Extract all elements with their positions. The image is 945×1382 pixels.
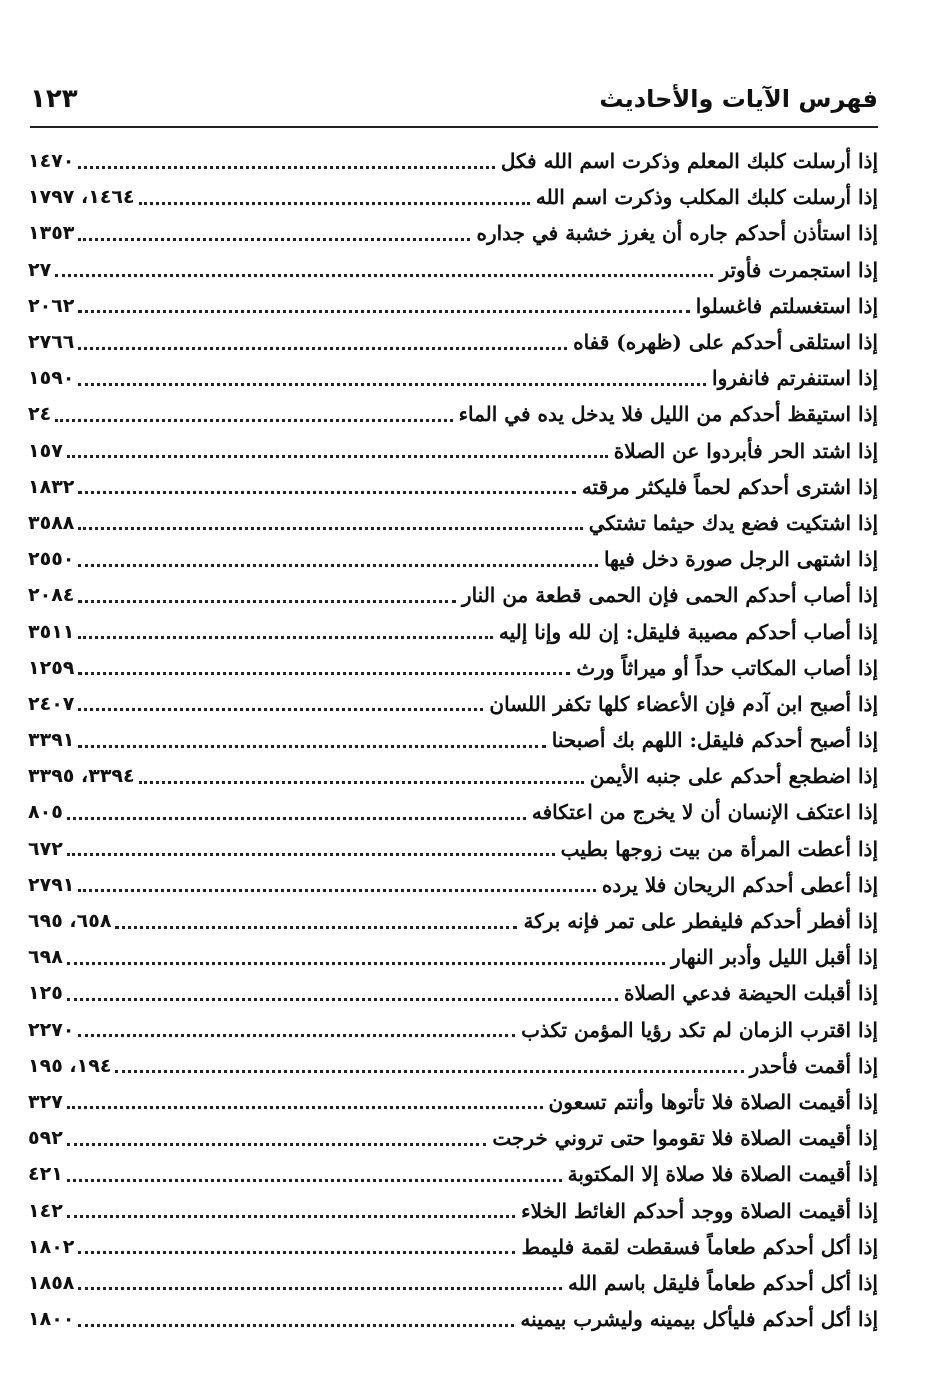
- dot-leader: [139, 781, 584, 784]
- dot-leader: [67, 455, 608, 458]
- entry-reference-numbers: ١٣٥٣: [28, 222, 75, 245]
- index-entry: [28, 1084, 878, 1120]
- entry-text: إذا أقبل الليل وأدبر النهار: [670, 945, 878, 970]
- index-entry: [28, 975, 878, 1011]
- entry-reference-numbers: ٢٧: [28, 258, 52, 281]
- entry-reference-numbers: ٣٣٩٤، ٣٣٩٥: [28, 765, 135, 788]
- entry-reference-numbers: ١٢٥٩: [28, 656, 75, 679]
- dot-leader: [78, 383, 706, 386]
- index-entry: [28, 794, 878, 830]
- entry-text: إذا اشتد الحر فأبردوا عن الصلاة: [613, 438, 878, 463]
- entry-text: إذا أكل أحدكم فليأكل بيمينه وليشرب بيمينه: [520, 1307, 878, 1332]
- entry-reference-numbers: ١٤٦٤، ١٧٩٧: [28, 186, 135, 209]
- dot-leader: [67, 998, 618, 1001]
- dot-leader: [78, 889, 596, 892]
- index-entry: [28, 179, 878, 215]
- index-entry: [28, 541, 878, 577]
- entry-text: إذا أصاب أحدكم الحمى فإن الحمى قطعة من النار: [461, 583, 878, 608]
- index-entry: [28, 650, 878, 686]
- entry-reference-numbers: ١٥٩٠: [28, 367, 75, 390]
- dot-leader: [55, 274, 713, 277]
- entry-reference-numbers: ٨٠٥: [28, 801, 63, 824]
- dot-leader: [78, 564, 598, 567]
- header-divider: [30, 126, 878, 128]
- entry-reference-numbers: ١٨٥٨: [28, 1271, 75, 1294]
- index-entry: [28, 324, 878, 360]
- index-entry: [28, 505, 878, 541]
- index-entry: [28, 1012, 878, 1048]
- entry-text: إذا أصاب أحدكم مصيبة فليقل: إن لله وإنا إليه: [498, 619, 878, 644]
- index-entry: [28, 469, 878, 505]
- entry-reference-numbers: ٢٧٩١: [28, 873, 75, 896]
- dot-leader: [78, 347, 567, 350]
- entry-reference-numbers: ٦٧٢: [28, 837, 63, 860]
- entry-text: إذا أرسلت كلبك المعلم وذكرت اسم الله فكل: [500, 149, 878, 174]
- entry-reference-numbers: ١٩٤، ١٩٥: [28, 1054, 112, 1077]
- entry-reference-numbers: ٥٩٢: [28, 1127, 63, 1150]
- index-entry: [28, 1156, 878, 1192]
- entry-reference-numbers: ١٢٥: [28, 982, 63, 1005]
- index-entry: [28, 831, 878, 867]
- entry-reference-numbers: ١٥٧: [28, 439, 63, 462]
- entry-reference-numbers: ١٨٣٢: [28, 475, 75, 498]
- dot-leader: [78, 745, 545, 748]
- index-entry: [28, 433, 878, 469]
- entry-reference-numbers: ٢٥٥٠: [28, 548, 75, 571]
- entry-reference-numbers: ٣٢٧: [28, 1090, 63, 1113]
- index-entry: [28, 1192, 878, 1228]
- entry-reference-numbers: ٤٢١: [28, 1163, 63, 1186]
- entry-text: إذا أكل أحدكم طعاماً فليقل باسم الله: [568, 1270, 878, 1295]
- entry-text: إذا أكل أحدكم طعاماً فسقطت لقمة فليمط: [521, 1234, 878, 1259]
- index-entry: [28, 867, 878, 903]
- dot-leader: [78, 166, 494, 169]
- index-entry: [28, 1301, 878, 1337]
- index-entry: [28, 686, 878, 722]
- dot-leader: [78, 238, 470, 241]
- entry-text: إذا أقيمت الصلاة فلا تأتوها وأنتم تسعون: [548, 1089, 878, 1114]
- entry-reference-numbers: ٢٠٦٢: [28, 294, 75, 317]
- index-entry: [28, 903, 878, 939]
- dot-leader: [78, 672, 570, 675]
- index-entry: [28, 215, 878, 251]
- entry-text: إذا أقبلت الحيضة فدعي الصلاة: [623, 981, 878, 1006]
- index-entry: [28, 613, 878, 649]
- dot-leader: [115, 1070, 743, 1073]
- index-entry: [28, 722, 878, 758]
- dot-leader: [67, 962, 665, 965]
- entry-reference-numbers: ١٨٠٠: [28, 1308, 75, 1331]
- entry-text: إذا أصبح ابن آدم فإن الأعضاء كلها تكفر اللسان: [489, 691, 878, 716]
- entry-text: إذا أصاب المكاتب حداً أو ميراثاً ورث: [576, 655, 878, 680]
- dot-leader: [78, 708, 483, 711]
- dot-leader: [67, 1143, 487, 1146]
- index-list: [28, 143, 878, 1337]
- dot-leader: [67, 853, 555, 856]
- entry-reference-numbers: ١٤٢: [28, 1199, 63, 1222]
- dot-leader: [78, 527, 582, 530]
- entry-text: إذا استجمرت فأوتر: [719, 257, 878, 282]
- entry-text: إذا أصبح أحدكم فليقل: اللهم بك أصبحنا: [551, 728, 878, 753]
- dot-leader: [78, 310, 689, 313]
- entry-text: إذا أعطى أحدكم الريحان فلا يرده: [601, 872, 878, 897]
- index-entry: [28, 939, 878, 975]
- dot-leader: [67, 1215, 515, 1218]
- entry-text: إذا اشترى أحدكم لحماً فليكثر مرقته: [581, 474, 878, 499]
- entry-text: إذا اشتكيت فضع يدك حيثما تشتكي: [588, 510, 878, 535]
- index-entry: [28, 288, 878, 324]
- dot-leader: [78, 636, 492, 639]
- entry-reference-numbers: ٢٤: [28, 403, 52, 426]
- entry-text: إذا استأذن أحدكم جاره أن يغرز خشبة في جداره: [476, 221, 878, 246]
- index-entry: [28, 1048, 878, 1084]
- entry-reference-numbers: ٦٥٨، ٦٩٥: [28, 910, 112, 933]
- dot-leader: [67, 1179, 562, 1182]
- dot-leader: [67, 1106, 543, 1109]
- entry-reference-numbers: ١٨٠٢: [28, 1235, 75, 1258]
- index-entry: [28, 252, 878, 288]
- index-entry: [28, 1229, 878, 1265]
- index-entry: [28, 577, 878, 613]
- entry-reference-numbers: ٣٥١١: [28, 620, 75, 643]
- entry-text: إذا اضطجع أحدكم على جنبه الأيمن: [589, 764, 878, 789]
- entry-reference-numbers: ٢٤٠٧: [28, 692, 75, 715]
- page-header: [30, 78, 878, 120]
- entry-text: إذا أفطر أحدكم فليفطر على تمر فإنه بركة: [523, 909, 878, 934]
- entry-text: إذا اقترب الزمان لم تكد رؤيا المؤمن تكذب: [521, 1017, 878, 1042]
- entry-text: إذا أرسلت كلبك المكلب وذكرت اسم الله: [535, 185, 878, 210]
- entry-text: إذا اشتهى الرجل صورة دخل فيها: [603, 547, 878, 572]
- page-title: فهرس الآيات والأحاديث: [599, 85, 878, 113]
- dot-leader: [78, 1287, 562, 1290]
- dot-leader: [78, 1034, 515, 1037]
- page-number: ١٢٣: [30, 84, 78, 114]
- entry-reference-numbers: ٣٣٩١: [28, 729, 75, 752]
- entry-text: إذا استلقى أحدكم على (ظهره) قفاه: [573, 330, 878, 355]
- index-entry: [28, 360, 878, 396]
- index-entry: [28, 1120, 878, 1156]
- dot-leader: [78, 1251, 515, 1254]
- dot-leader: [78, 600, 456, 603]
- entry-text: إذا أقيمت الصلاة فلا صلاة إلا المكتوبة: [567, 1162, 878, 1187]
- entry-text: إذا استيقظ أحدكم من الليل فلا يدخل يده في الماء: [458, 402, 878, 427]
- entry-text: إذا أقمت فأحدر: [749, 1053, 878, 1078]
- index-entry: [28, 396, 878, 432]
- entry-reference-numbers: ٦٩٨: [28, 946, 63, 969]
- entry-text: إذا استغسلتم فاغسلوا: [695, 293, 878, 318]
- entry-text: إذا اعتكف الإنسان أن لا يخرج من اعتكافه: [531, 800, 878, 825]
- index-entry: [28, 758, 878, 794]
- dot-leader: [139, 202, 530, 205]
- entry-reference-numbers: ٢٠٨٤: [28, 584, 75, 607]
- dot-leader: [78, 491, 575, 494]
- index-entry: [28, 143, 878, 179]
- entry-text: إذا أقيمت الصلاة ووجد أحدكم الغائط الخلاء: [521, 1198, 878, 1223]
- index-entry: [28, 1265, 878, 1301]
- entry-reference-numbers: ٢٢٧٠: [28, 1018, 75, 1041]
- entry-text: إذا أقيمت الصلاة فلا تقوموا حتى تروني خرجت: [492, 1126, 878, 1151]
- entry-text: إذا استنفرتم فانفروا: [712, 366, 878, 391]
- dot-leader: [115, 926, 517, 929]
- dot-leader: [78, 1324, 514, 1327]
- entry-text: إذا أعطت المرأة من بيت زوجها بطيب: [560, 836, 878, 861]
- entry-reference-numbers: ٢٧٦٦: [28, 331, 75, 354]
- entry-reference-numbers: ١٤٧٠: [28, 150, 75, 173]
- dot-leader: [55, 419, 452, 422]
- dot-leader: [67, 817, 526, 820]
- entry-reference-numbers: ٣٥٨٨: [28, 511, 75, 534]
